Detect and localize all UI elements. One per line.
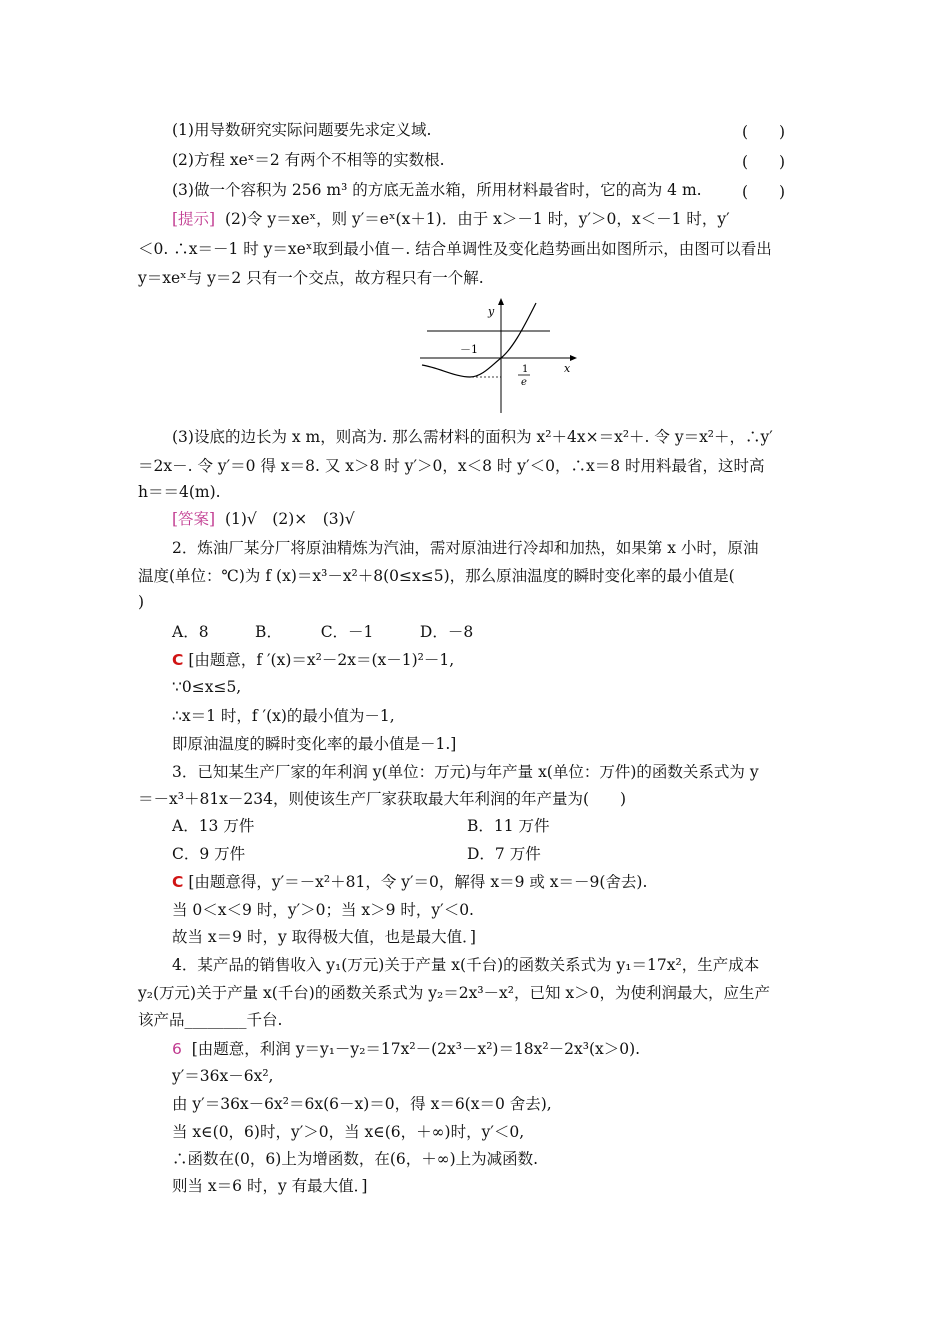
q3-option-c: C．9 万件 xyxy=(172,845,246,863)
q4-solution-5: ∴函数在(0，6)上为增函数，在(6，＋∞)上为减函数. xyxy=(172,1150,539,1168)
q2-solution-label: C xyxy=(172,651,184,669)
x-axis-label: x xyxy=(564,362,571,375)
hint-line-1 xyxy=(172,209,730,229)
q3-solution-1 xyxy=(172,872,647,892)
x-axis-arrow xyxy=(570,355,577,361)
hint-label: [提示] xyxy=(172,210,216,228)
hint-line-2: ＜0. ∴x＝－1 时 y＝xeˣ取到最小值－. 结合单调性及变化趋势画出如图所示，由图可以看出 xyxy=(138,240,772,258)
function-graph xyxy=(410,295,580,415)
answer-label: [答案] xyxy=(172,510,216,528)
q3-option-b: B．11 万件 xyxy=(467,817,550,835)
q2-solution-2: ∵0≤x≤5, xyxy=(172,678,242,696)
q4-line-2: y₂(万元)关于产量 x(千台)的函数关系式为 y₂＝2x³－x²，已知 x＞0，为使利润最大，应生产 xyxy=(138,984,771,1002)
q3-solution-text-1: [由题意得，y′＝－x²＋81，令 y′＝0，解得 x＝9 或 x＝－9(舍去). xyxy=(188,873,648,891)
curve-y-xex xyxy=(422,303,536,377)
q3-solution-3: 故当 x＝9 时，y 取得极大值，也是最大值．] xyxy=(172,928,476,946)
frac-num: 1 xyxy=(522,364,529,375)
q2-solution-text-1: [由题意，f ′(x)＝x²－2x＝(x－1)²－1, xyxy=(188,651,455,669)
mark-neg1: －1 xyxy=(460,343,478,356)
q4-solution-4: 当 x∈(0，6)时，y′＞0，当 x∈(6，＋∞)时，y′＜0, xyxy=(172,1123,525,1141)
q4-line-1: 4．某产品的销售收入 y₁(万元)关于产量 x(千台)的函数关系式为 y₁＝17x²，生产成本 xyxy=(172,956,760,974)
part3-line-3: h＝＝4(m). xyxy=(138,483,221,501)
judge-item-3: (3)做一个容积为 256 m³ 的方底无盖水箱，所用材料最省时，它的高为 4 m. xyxy=(172,181,702,199)
q3-line-1: 3．已知某生产厂家的年利润 y(单位：万元)与年产量 x(单位：万件)的函数关系式为 y xyxy=(172,763,759,781)
q3-solution-2: 当 0＜x＜9 时，y′＞0；当 x＞9 时，y′＜0. xyxy=(172,901,474,919)
q3-line-2: ＝－x³＋81x－234，则使该生产厂家获取最大年利润的年产量为( ) xyxy=(138,790,627,808)
q4-solution-label: 6 xyxy=(172,1040,182,1058)
frac-den: e xyxy=(521,377,527,388)
q4-line-3: 该产品________千台. xyxy=(138,1011,283,1029)
q4-solution-1 xyxy=(172,1039,640,1059)
y-axis-label: y xyxy=(488,305,495,318)
q2-solution-4: 即原油温度的瞬时变化率的最小值是－1.] xyxy=(172,735,457,753)
q2-solution-3: ∴x＝1 时，f ′(x)的最小值为－1, xyxy=(172,707,395,725)
judge-paren-1: ( ) xyxy=(742,123,786,141)
part3-line-2: ＝2x－. 令 y′＝0 得 x＝8. 又 x＞8 时 y′＞0，x＜8 时 y′＜0，∴x＝8 时用料最省，这时高 xyxy=(138,457,765,475)
hint-text-1: (2)令 y＝xeˣ，则 y′＝eˣ(x＋1)．由于 x＞－1 时，y′＞0，x＜－1 时，y′ xyxy=(224,210,730,228)
q3-option-d: D．7 万件 xyxy=(467,845,541,863)
q3-option-a: A．13 万件 xyxy=(172,817,255,835)
answer-line xyxy=(172,509,355,529)
q2-line-3: ) xyxy=(138,593,145,611)
q3-solution-label: C xyxy=(172,873,184,891)
q4-solution-6: 则当 x＝6 时，y 有最大值．] xyxy=(172,1177,368,1195)
y-axis-arrow xyxy=(498,298,504,305)
judge-paren-2: ( ) xyxy=(742,153,786,171)
answer-text: (1)√ (2)× (3)√ xyxy=(224,510,355,528)
q4-solution-2: y′＝36x－6x², xyxy=(172,1067,274,1085)
judge-paren-3: ( ) xyxy=(742,183,786,201)
q2-options: A．8 B． C．－1 D．－8 xyxy=(172,623,474,641)
hint-line-3: y＝xeˣ与 y＝2 只有一个交点，故方程只有一个解. xyxy=(138,269,484,287)
judge-item-1: (1)用导数研究实际问题要先求定义域. xyxy=(172,121,432,139)
part3-line-1: (3)设底的边长为 x m，则高为. 那么需材料的面积为 x²＋4x×＝x²＋. 令 y＝x²＋，∴y′ xyxy=(172,428,773,446)
judge-item-2: (2)方程 xeˣ＝2 有两个不相等的实数根. xyxy=(172,151,445,169)
q4-solution-3: 由 y′＝36x－6x²＝6x(6－x)＝0，得 x＝6(x＝0 舍去), xyxy=(172,1095,552,1113)
q2-solution-1 xyxy=(172,650,454,670)
q4-solution-text-1: [由题意，利润 y＝y₁－y₂＝17x²－(2x³－x²)＝18x²－2x³(x＞0). xyxy=(191,1040,641,1058)
q2-line-2: 温度(单位：℃)为 f (x)＝x³－x²＋8(0≤x≤5)，那么原油温度的瞬时变化率的最小值是( xyxy=(138,567,735,585)
q2-line-1: 2．炼油厂某分厂将原油精炼为汽油，需对原油进行冷却和加热，如果第 x 小时，原油 xyxy=(172,539,759,557)
